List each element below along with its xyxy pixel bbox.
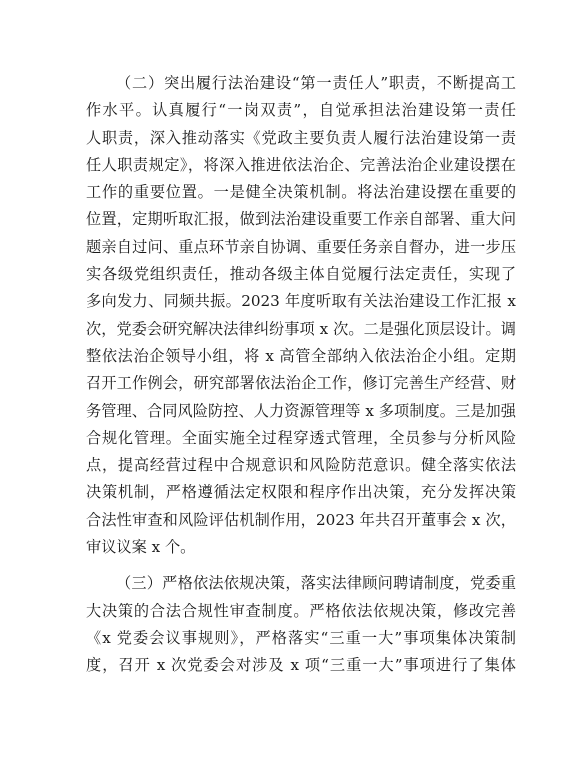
- text-line: 实各级党组织责任，推动各级主体自觉履行法定责任，实现了: [86, 265, 516, 284]
- text-line: 度，召开 x 次党委会对涉及 x 项“三重一大”事项进行了集体: [86, 656, 516, 675]
- text-line: 题亲自过问、重点环节亲自协调、重要任务亲自督办，进一步压: [86, 237, 516, 256]
- text-line: 任人职责规定》，将深入推进依法治企、完善法治企业建设摆在: [86, 155, 516, 174]
- text-line: 多向发力、同频共振。2023 年度听取有关法治建设工作汇报 x: [86, 292, 516, 311]
- text-line: 工作的重要位置。一是健全决策机制。将法治建设摆在重要的: [86, 183, 516, 202]
- text-line: 整依法治企领导小组，将 x 高管全部纳入依法治企小组。定期: [86, 346, 516, 365]
- text-line: 合规化管理。全面实施全过程穿透式管理，全员参与分析风险: [86, 428, 516, 447]
- text-line: 《x 党委会议事规则》，严格落实“三重一大”事项集体决策制: [86, 628, 516, 647]
- text-line: 召开工作例会，研究部署依法治企工作，修订完善生产经营、财: [86, 374, 516, 393]
- text-line: 点，提高经营过程中合规意识和风险防范意识。健全落实依法: [86, 456, 516, 475]
- paragraph-3: [86, 570, 516, 679]
- text-line: 审议议案 x 个。: [86, 538, 196, 557]
- text-line: 作水平。认真履行“一岗双责”，自觉承担法治建设第一责任: [86, 101, 516, 120]
- text-line: 决策机制，严格遵循法定权限和程序作出决策，充分发挥决策: [86, 483, 516, 502]
- text-line: （三）严格依法依规决策，落实法律顾问聘请制度，党委重: [116, 574, 516, 593]
- text-line: 务管理、合同风险防控、人力资源管理等 x 多项制度。三是加强: [86, 401, 516, 420]
- text-line: （二）突出履行法治建设“第一责任人”职责，不断提高工: [116, 74, 516, 92]
- text-line: 大决策的合法合规性审查制度。严格依法依规决策，修改完善: [86, 601, 516, 620]
- text-line: 人职责，深入推动落实《党政主要负责人履行法治建设第一责: [86, 128, 516, 147]
- text-line: 合法性审查和风险评估机制作用，2023 年共召开董事会 x 次，: [86, 510, 516, 529]
- document-body: [86, 70, 516, 680]
- paragraph-2: [86, 70, 516, 561]
- text-line: 位置，定期听取汇报，做到法治建设重要工作亲自部署、重大问: [86, 210, 516, 229]
- text-line: 次，党委会研究解决法律纠纷事项 x 次。二是强化顶层设计。调: [86, 319, 516, 338]
- paragraph-gap: [86, 561, 516, 570]
